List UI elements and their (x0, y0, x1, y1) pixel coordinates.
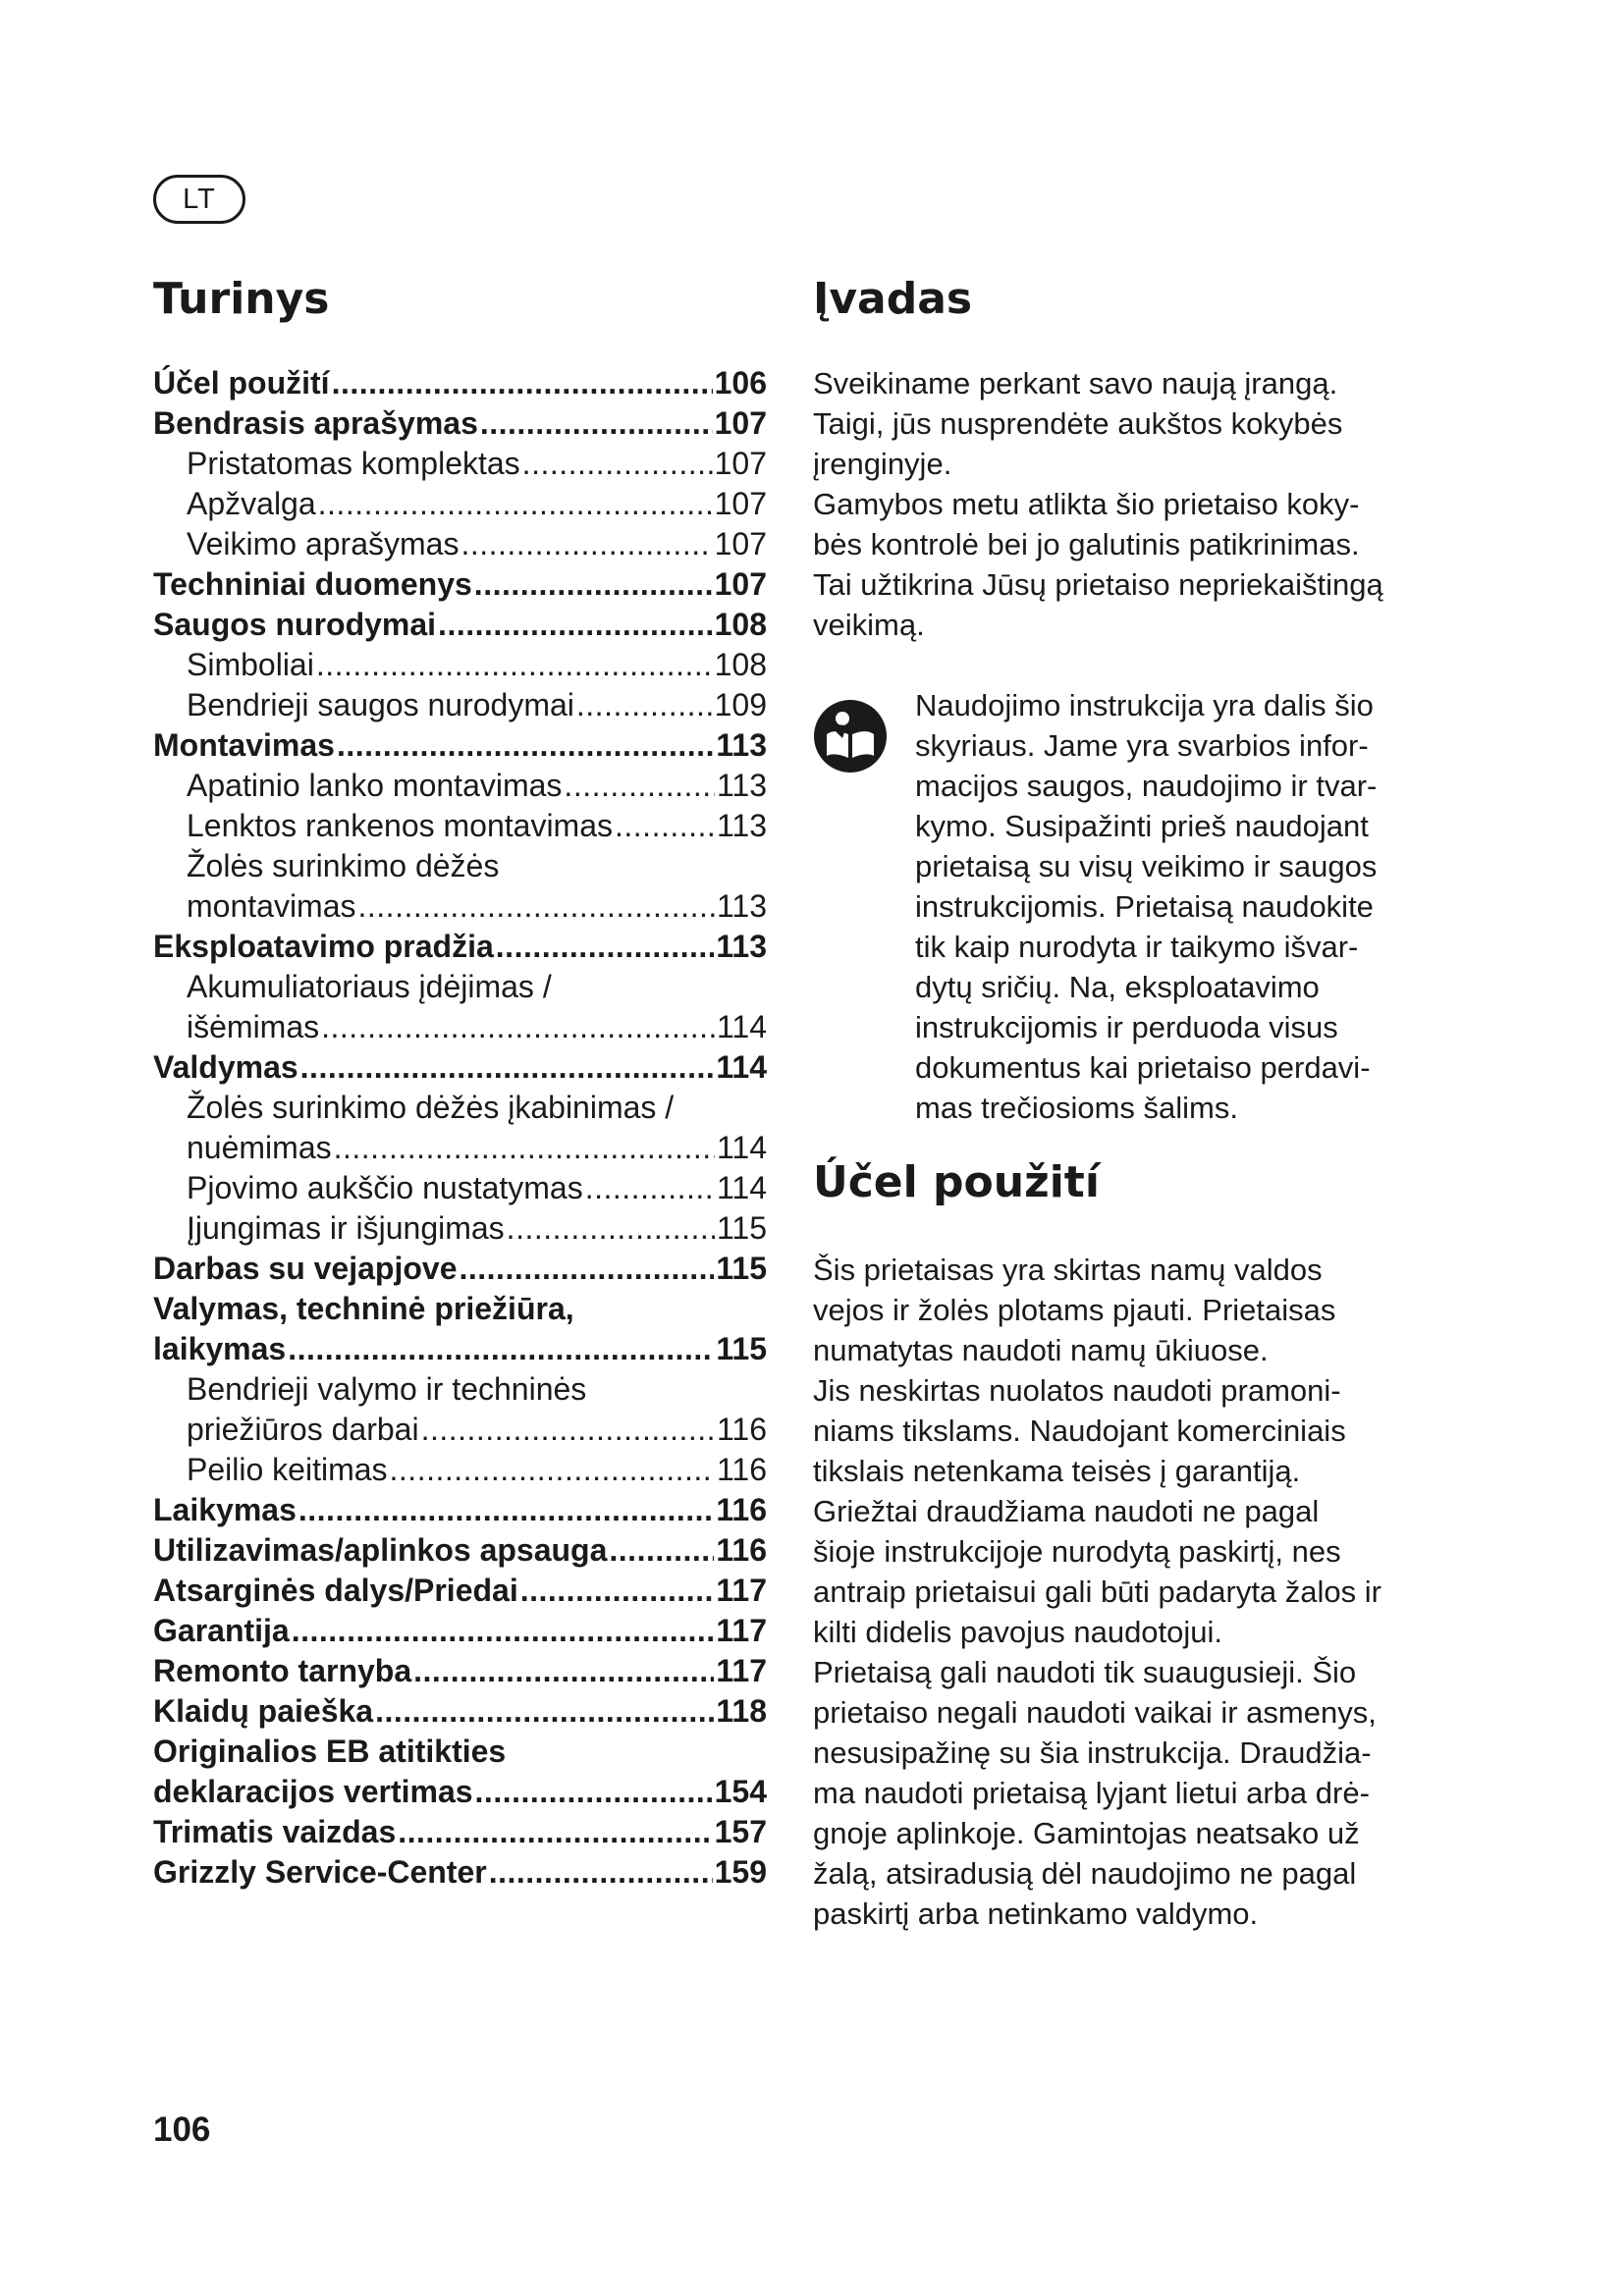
toc-entry (153, 1168, 767, 1208)
toc-entry (153, 1812, 767, 1852)
toc-entry (153, 1329, 767, 1369)
text-line: Sveikiname perkant savo naują įrangą. (813, 366, 1338, 400)
text-line: prietaisą su visų veikimo ir saugos (915, 849, 1378, 883)
toc-dot-leader (318, 484, 713, 524)
toc-entry (153, 1530, 767, 1571)
toc-entry-label: Montavimas (153, 727, 335, 763)
text-line: mas trečiosioms šalims. (915, 1091, 1238, 1125)
text-line: dokumentus kai prietaiso perdavi- (915, 1050, 1371, 1085)
toc-entry-page: 107 (714, 446, 767, 481)
toc-entry-label: Laikymas (153, 1492, 297, 1527)
toc-dot-leader (321, 1007, 715, 1047)
toc-entry (153, 886, 767, 927)
toc-entry-label: Účel použití (153, 365, 330, 400)
toc-entry-label: Veikimo aprašymas (187, 526, 460, 561)
toc-entry (153, 806, 767, 846)
toc-dot-leader (522, 444, 713, 484)
toc-entry (153, 1571, 767, 1611)
text-line: Naudojimo instrukcija yra dalis šio (915, 688, 1374, 722)
toc-entry-page: 109 (714, 687, 767, 722)
toc-entry (153, 1450, 767, 1490)
toc-entry-page: 116 (716, 1492, 767, 1527)
toc-entry-label: Bendrasis aprašymas (153, 405, 478, 441)
text-line: Prietaisą gali naudoti tik suaugusieji. Šio (813, 1655, 1357, 1689)
toc-dot-leader (520, 1571, 715, 1611)
toc-entry-page: 114 (716, 1049, 767, 1085)
toc-entry-page: 117 (716, 1613, 767, 1648)
toc-entry-label: Peilio keitimas (187, 1452, 388, 1487)
toc-entry-page: 115 (716, 1210, 767, 1246)
toc-entry-page: 107 (714, 566, 767, 602)
usage-title: Účel použití (813, 1157, 1100, 1207)
toc-entry-label: Saugos nurodymai (153, 607, 437, 642)
text-line: vejos ir žolės plotams pjauti. Prietaisas (813, 1293, 1336, 1327)
toc-entry-label: Apžvalga (187, 486, 316, 521)
toc-entry-page: 108 (714, 607, 767, 642)
toc-entry (153, 1128, 767, 1168)
toc-entry (153, 846, 767, 886)
toc-entry-label: priežiūros darbai (187, 1412, 419, 1447)
toc-entry (153, 1047, 767, 1088)
toc-dot-leader (459, 1249, 714, 1289)
text-line: tik kaip nurodyta ir taikymo išvar- (915, 930, 1359, 964)
toc-dot-leader (300, 1047, 715, 1088)
text-line: Taigi, jūs nusprendėte aukštos kokybės (813, 406, 1343, 441)
toc-entry (153, 1490, 767, 1530)
text-line: veikimą. (813, 608, 925, 642)
toc-entry-label: Žolės surinkimo dėžės įkabinimas / (187, 1090, 675, 1125)
toc-entry (153, 1249, 767, 1289)
toc-entry-label: deklaracijos vertimas (153, 1774, 473, 1809)
text-line: niams tikslams. Naudojant komerciniais (813, 1414, 1346, 1448)
toc-entry-page: 115 (716, 1331, 767, 1366)
text-line: instrukcijomis ir perduoda visus (915, 1010, 1338, 1044)
toc-dot-leader (585, 1168, 715, 1208)
text-line: Šis prietaisas yra skirtas namų valdos (813, 1253, 1323, 1287)
text-line: įrenginyje. (813, 447, 952, 481)
toc-entry-label: Pristatomas komplektas (187, 446, 520, 481)
toc-entry (153, 403, 767, 444)
text-line: šioje instrukcijoje nurodytą paskirtį, nes (813, 1534, 1341, 1569)
text-line: paskirtį arba netinkamo valdymo. (813, 1896, 1259, 1931)
toc-entry-page: 116 (716, 1412, 767, 1447)
toc-entry-page: 106 (714, 365, 767, 400)
toc-entry-label: Akumuliatoriaus įdėjimas / (187, 969, 552, 1004)
toc-entry-label: Bendrieji saugos nurodymai (187, 687, 574, 722)
toc-entry-label: Garantija (153, 1613, 290, 1648)
toc-entry-page: 107 (714, 405, 767, 441)
toc-dot-leader (564, 766, 715, 806)
toc-dot-leader (615, 806, 715, 846)
toc-entry-page: 108 (714, 647, 767, 682)
read-manual-icon (813, 699, 888, 774)
toc-entry (153, 444, 767, 484)
toc-entry (153, 1088, 767, 1128)
toc-entry (153, 1651, 767, 1691)
text-line: žalą, atsiradusią dėl naudojimo ne pagal (813, 1856, 1357, 1891)
toc-entry (153, 605, 767, 645)
toc-entry-page: 113 (716, 768, 767, 803)
toc-entry-label: Apatinio lanko montavimas (187, 768, 563, 803)
text-line: antraip prietaisui gali būti padaryta žalos ir (813, 1575, 1381, 1609)
toc-entry-label: Įjungimas ir išjungimas (187, 1210, 505, 1246)
text-line: bės kontrolė bei jo galutinis patikrinimas. (813, 527, 1360, 561)
toc-entry-page: 114 (716, 1009, 767, 1044)
toc-dot-leader (507, 1208, 715, 1249)
toc-entry (153, 1369, 767, 1410)
toc-entry-page: 114 (716, 1130, 767, 1165)
toc-entry-label: montavimas (187, 888, 356, 924)
text-line: nesusipažinę su šia instrukcija. Draudžia- (813, 1735, 1372, 1770)
toc-dot-leader (460, 524, 712, 564)
text-line: numatytas naudoti namų ūkiuose. (813, 1333, 1269, 1367)
toc-entry-label: Žolės surinkimo dėžės (187, 848, 500, 883)
toc-entry-label: nuėmimas (187, 1130, 332, 1165)
text-line: skyriaus. Jame yra svarbios infor- (915, 728, 1369, 763)
toc-dot-leader (474, 564, 713, 605)
toc-entry (153, 766, 767, 806)
toc-entry (153, 1732, 767, 1772)
toc-entry (153, 1208, 767, 1249)
toc-entry-page: 113 (716, 808, 767, 843)
toc-dot-leader (609, 1530, 714, 1571)
text-line: kymo. Susipažinti prieš naudojant (915, 809, 1369, 843)
toc-list (153, 363, 767, 1893)
toc-dot-leader (489, 1852, 713, 1893)
toc-entry (153, 524, 767, 564)
toc-entry-page: 117 (716, 1573, 767, 1608)
toc-entry (153, 1611, 767, 1651)
toc-entry-label: Eksploatavimo pradžia (153, 929, 494, 964)
toc-dot-leader (375, 1691, 714, 1732)
toc-entry-label: Pjovimo aukščio nustatymas (187, 1170, 583, 1205)
toc-entry (153, 1289, 767, 1329)
toc-entry-label: Atsarginės dalys/Priedai (153, 1573, 518, 1608)
toc-entry-label: Utilizavimas/aplinkos apsauga (153, 1532, 608, 1568)
text-line: macijos saugos, naudojimo ir tvar- (915, 769, 1378, 803)
toc-entry-label: Darbas su vejapjove (153, 1251, 458, 1286)
intro-text (813, 363, 1441, 645)
toc-dot-leader (332, 363, 713, 403)
toc-entry (153, 1852, 767, 1893)
intro-title: Įvadas (813, 274, 973, 324)
toc-dot-leader (334, 1128, 715, 1168)
toc-dot-leader (288, 1329, 714, 1369)
toc-entry-label: Techniniai duomenys (153, 566, 472, 602)
text-line: Gamybos metu atlikta šio prietaiso koky- (813, 487, 1360, 521)
text-line: Tai užtikrina Jūsų prietaiso nepriekaištingą (813, 567, 1383, 602)
toc-entry-page: 115 (716, 1251, 767, 1286)
toc-entry-page: 113 (716, 727, 767, 763)
text-line: instrukcijomis. Prietaisą naudokite (915, 889, 1374, 924)
text-line: dytų sričių. Na, eksploatavimo (915, 970, 1320, 1004)
toc-entry (153, 1691, 767, 1732)
toc-dot-leader (292, 1611, 715, 1651)
manual-notice-text (915, 685, 1441, 1128)
toc-entry-page: 117 (716, 1653, 767, 1688)
language-badge: LT (153, 175, 245, 224)
text-line: kilti didelis pavojus naudotojui. (813, 1615, 1223, 1649)
toc-dot-leader (475, 1772, 713, 1812)
toc-entry-page: 157 (714, 1814, 767, 1849)
toc-dot-leader (576, 685, 713, 725)
toc-entry (153, 363, 767, 403)
toc-entry (153, 564, 767, 605)
toc-entry-page: 116 (716, 1452, 767, 1487)
toc-dot-leader (438, 605, 713, 645)
toc-entry (153, 1007, 767, 1047)
toc-entry-label: Trimatis vaizdas (153, 1814, 397, 1849)
text-line: Jis neskirtas nuolatos naudoti pramoni- (813, 1373, 1341, 1408)
toc-entry-page: 113 (716, 929, 767, 964)
toc-dot-leader (298, 1490, 715, 1530)
toc-entry-page: 113 (716, 888, 767, 924)
toc-dot-leader (337, 725, 714, 766)
toc-entry (153, 927, 767, 967)
toc-entry-page: 154 (714, 1774, 767, 1809)
toc-entry (153, 484, 767, 524)
toc-entry (153, 1772, 767, 1812)
toc-dot-leader (398, 1812, 712, 1852)
toc-entry-label: Valymas, techninė priežiūra, (153, 1291, 574, 1326)
toc-dot-leader (421, 1410, 715, 1450)
toc-title: Turinys (153, 274, 330, 324)
toc-entry-page: 114 (716, 1170, 767, 1205)
toc-entry (153, 685, 767, 725)
toc-entry-label: išėmimas (187, 1009, 320, 1044)
toc-entry (153, 645, 767, 685)
toc-entry-label: Bendrieji valymo ir techninės (187, 1371, 587, 1407)
toc-entry-page: 118 (716, 1693, 767, 1729)
toc-entry-label: Valdymas (153, 1049, 298, 1085)
toc-dot-leader (358, 886, 715, 927)
toc-entry (153, 1410, 767, 1450)
toc-dot-leader (316, 645, 713, 685)
toc-dot-leader (390, 1450, 715, 1490)
toc-dot-leader (496, 927, 715, 967)
toc-entry-label: Remonto tarnyba (153, 1653, 412, 1688)
toc-entry-page: 107 (714, 486, 767, 521)
usage-text (813, 1250, 1441, 1934)
toc-entry-page: 107 (714, 526, 767, 561)
toc-entry-page: 159 (714, 1854, 767, 1890)
intro-paragraph (813, 363, 1441, 645)
toc-entry-page: 116 (716, 1532, 767, 1568)
toc-entry-label: Lenktos rankenos montavimas (187, 808, 613, 843)
page-number: 106 (153, 2110, 211, 2149)
toc-entry-label: Grizzly Service-Center (153, 1854, 487, 1890)
toc-entry (153, 725, 767, 766)
toc-entry-label: Originalios EB atitikties (153, 1734, 507, 1769)
text-line: Griežtai draudžiama naudoti ne pagal (813, 1494, 1320, 1528)
toc-entry-label: Simboliai (187, 647, 314, 682)
toc-dot-leader (480, 403, 713, 444)
toc-dot-leader (413, 1651, 714, 1691)
usage-paragraph (813, 1250, 1441, 1934)
toc-entry (153, 967, 767, 1007)
text-line: gnoje aplinkoje. Gamintojas neatsako už (813, 1816, 1360, 1850)
toc-entry-label: Klaidų paieška (153, 1693, 374, 1729)
text-line: ma naudoti prietaisą lyjant lietui arba drė- (813, 1776, 1370, 1810)
toc-entry-label: laikymas (153, 1331, 287, 1366)
text-line: tikslais netenkama teisės į garantiją. (813, 1454, 1301, 1488)
text-line: prietaiso negali naudoti vaikai ir asmenys, (813, 1695, 1377, 1730)
